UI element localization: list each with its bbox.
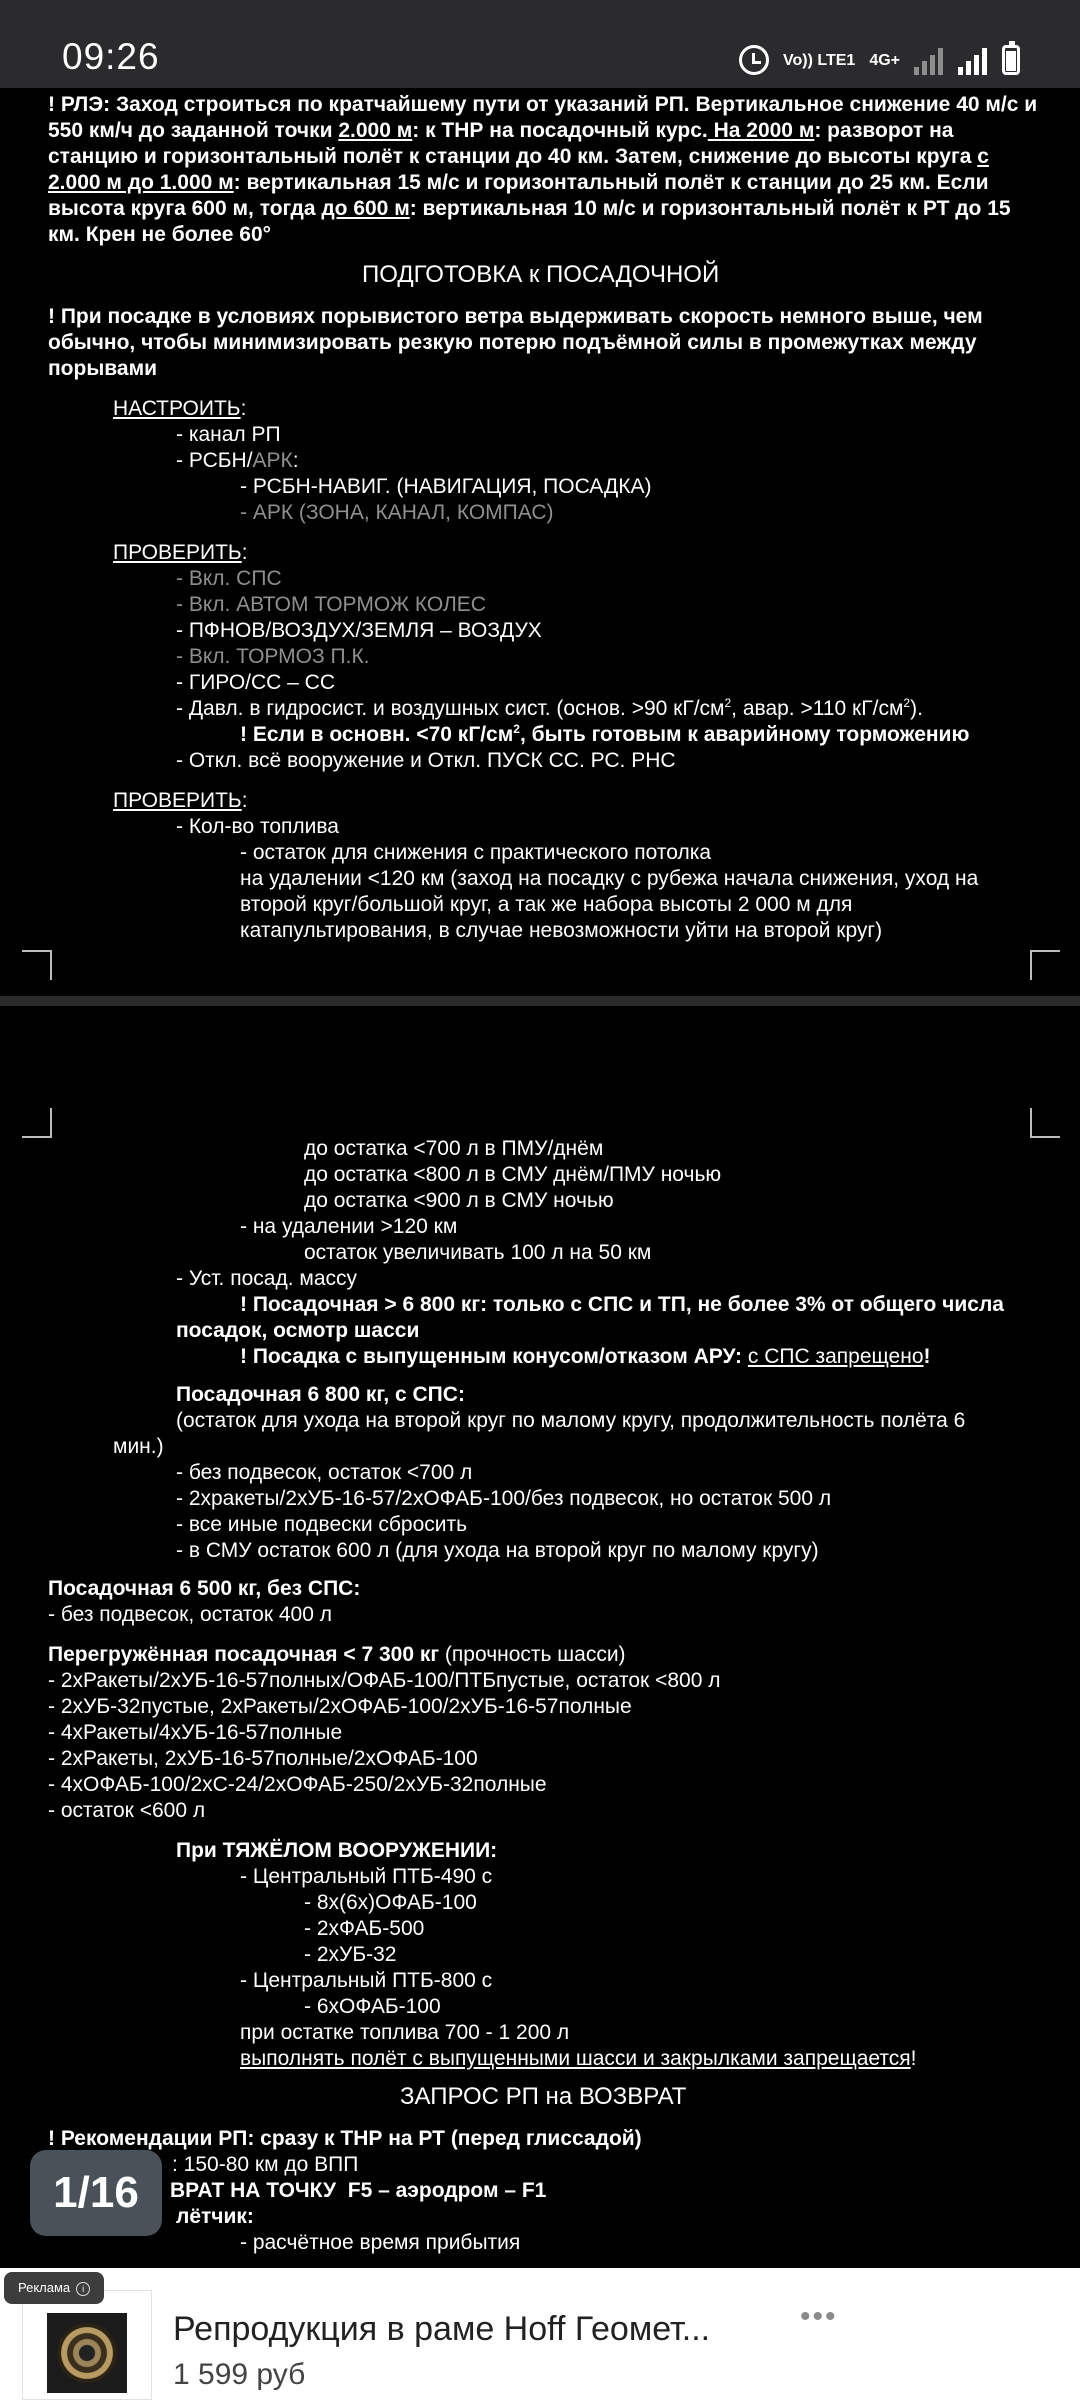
page-separator (0, 996, 1080, 1006)
text-line: - 2хРакеты/2хУБ-16-57полных/ОФАБ-100/ПТБпустые, остаток <800 л (48, 1669, 721, 1692)
text-line: - Вкл. ТОРМОЗ П.К. (176, 645, 370, 668)
text-span: - Давл. в гидросист. и воздушных сист. (основ. >90 кГ/см (176, 697, 725, 720)
text-line: - Вкл. СПС (176, 567, 282, 590)
status-bar (0, 0, 1080, 88)
text-line: катапультирования, в случае невозможности уйти на второй круг) (240, 919, 883, 942)
text-line: км. Крен не более 60° (48, 223, 272, 246)
text-span: (прочность шасси) (439, 1643, 626, 1666)
text-span: : к ТНР на посадочный курс. (412, 119, 708, 142)
ad-label[interactable] (4, 2272, 104, 2304)
text-span: ПРОВЕРИТЬ (113, 541, 242, 564)
text-line (240, 722, 969, 748)
text-line: посадок, осмотр шасси (176, 1319, 420, 1342)
text-span: с (977, 145, 989, 168)
text-span: 2.000 м до 1.000 м (48, 171, 234, 194)
status-icons (739, 40, 1020, 80)
text-line (48, 196, 1011, 222)
text-line: ! РЛЭ: Заход строиться по кратчайшему пути от указаний РП. Вертикальное снижение 40 м/с и (48, 93, 1038, 116)
page-corner-mark (1030, 950, 1060, 980)
text-line: - ГИРО/СС – СС (176, 671, 336, 694)
text-span: ! (923, 1345, 931, 1368)
text-line: Посадочная 6 800 кг, с СПС: (176, 1383, 465, 1406)
section-heading: ПОДГОТОВКА к ПОСАДОЧНОЙ (362, 261, 720, 288)
text-line: Посадочная 6 500 кг, без СПС: (48, 1577, 361, 1600)
text-span: 550 км/ч до заданной точки (48, 119, 339, 142)
text-line: - 2хФАБ-500 (304, 1917, 425, 1940)
text-line: - остаток <600 л (48, 1799, 206, 1822)
text-span: , быть готовым к аварийному торможению (519, 723, 970, 746)
text-span: станцию и горизонтальный полёт к станции до 40 км. Затем, снижение до высоты круга (48, 145, 978, 168)
text-line: - АРК (ЗОНА, КАНАЛ, КОМПАС) (240, 501, 554, 524)
text-line: - 2хУБ-32 (304, 1943, 397, 1966)
text-line: - 4хРакеты/4хУБ-16-57полные (48, 1721, 343, 1744)
section-heading: ЗАПРОС РП на ВОЗВРАТ (400, 2083, 687, 2110)
superscript: 2 (903, 696, 911, 710)
text-line: ПРОВЕРИТЬ: (113, 541, 248, 564)
text-line: При ТЯЖЁЛОМ ВООРУЖЕНИИ: (176, 1839, 498, 1862)
text-line: ВРАТ НА ТОЧКУ F5 – аэродром – F1 (170, 2179, 547, 2202)
text-span: ПРОВЕРИТЬ (113, 789, 242, 812)
text-span: : (292, 449, 299, 472)
text-line: - Вкл. АВТОМ ТОРМОЖ КОЛЕС (176, 593, 486, 616)
text-span: На 2000 м (707, 119, 815, 142)
text-line: - 2хУБ-32пустые, 2хРакеты/2хОФАБ-100/2хУБ-16-57полные (48, 1695, 632, 1718)
text-line: - Откл. всё вооружение и Откл. ПУСК СС. РС. РНС (176, 749, 676, 772)
text-line: - без подвесок, остаток <700 л (176, 1461, 473, 1484)
text-line (176, 448, 299, 474)
text-line: - 2хракеты/2хУБ-16-57/2хОФАБ-100/без подвесок, но остаток 500 л (176, 1487, 832, 1510)
text-line: до остатка <800 л в СМУ днём/ПМУ ночью (304, 1163, 722, 1186)
picture-frame-image (47, 2313, 127, 2393)
text-line: : 150-80 км до ВПП (172, 2153, 359, 2176)
text-line: ! Рекомендации РП: сразу к ТНР на РТ (перед глиссадой) (48, 2127, 642, 2150)
text-span: выполнять полёт с выпущенными шасси и закрылками запрещается (240, 2047, 911, 2070)
text-line: при остатке топлива 700 - 1 200 л (240, 2021, 570, 2044)
text-line: - 4хОФАБ-100/2хС-24/2хОФАБ-250/2хУБ-32полные (48, 1773, 547, 1796)
text-line (176, 696, 923, 722)
text-line: - Центральный ПТБ-800 с (240, 1969, 493, 1992)
text-span: НАСТРОИТЬ (113, 397, 241, 420)
battery-icon (1002, 45, 1020, 75)
text-span: ! Посадка с выпущенным конусом/отказом АРУ: (240, 1345, 748, 1368)
text-line (48, 118, 953, 144)
text-line: - в СМУ остаток 600 л (для ухода на второй круг по малому кругу) (176, 1539, 819, 1562)
text-span: до 600 м (321, 197, 410, 220)
text-span: - РСБН/ (176, 449, 253, 472)
page-corner-mark (1030, 1108, 1060, 1138)
text-span: АРК (252, 449, 293, 472)
text-span: ! Если в основн. <70 кГ/см (240, 723, 514, 746)
more-options-icon[interactable]: ••• (800, 2300, 838, 2333)
text-line: до остатка <900 л в СМУ ночью (304, 1189, 614, 1212)
text-line: остаток увеличивать 100 л на 50 км (304, 1241, 652, 1264)
text-line (48, 144, 989, 170)
text-line: до остатка <700 л в ПМУ/днём (304, 1137, 604, 1160)
text-line: - 8х(6х)ОФАБ-100 (304, 1891, 477, 1914)
text-span: с СПС запрещено (747, 1345, 924, 1368)
text-line: - ПФНОВ/ВОЗДУХ/ЗЕМЛЯ – ВОЗДУХ (176, 619, 542, 642)
text-line: - Кол-во топлива (176, 815, 339, 838)
text-line: - Центральный ПТБ-490 с (240, 1865, 493, 1888)
text-span: , авар. >110 кГ/см (731, 697, 904, 720)
network-label-1: Vo)) LTE1 (783, 51, 856, 69)
text-line: мин.) (113, 1435, 164, 1458)
text-line: - на удалении >120 км (240, 1215, 458, 1238)
ad-price: 1 599 руб (173, 2358, 306, 2391)
text-line: - канал РП (176, 423, 281, 446)
text-line: (остаток для ухода на второй круг по малому кругу, продолжительность полёта 6 (176, 1409, 966, 1432)
alarm-icon (739, 45, 769, 75)
text-span: : вертикальная 15 м/с и горизонтальный полёт к станции до 25 км. Если (233, 171, 989, 194)
text-span: : вертикальная 10 м/с и горизонтальный полёт к РТ до 15 (409, 197, 1011, 220)
network-label-2: 4G+ (869, 51, 900, 69)
text-line: - все иные подвески сбросить (176, 1513, 468, 1536)
ad-label-text: Реклама (18, 2280, 71, 2295)
text-line: НАСТРОИТЬ: (113, 397, 247, 420)
text-line: ! При посадке в условиях порывистого ветра выдерживать скорость немного выше, чем (48, 305, 983, 328)
text-line (48, 1642, 626, 1668)
superscript: 2 (513, 722, 520, 736)
text-span: Перегружённая посадочная < 7 300 кг (48, 1643, 440, 1666)
signal-icon (914, 45, 944, 75)
text-line: на удалении <120 км (заход на посадку с рубежа начала снижения, уход на (240, 867, 979, 890)
superscript: 2 (724, 696, 732, 710)
text-line: - расчётное время прибытия (240, 2231, 521, 2254)
text-span: высота круга 600 м, тогда (48, 197, 322, 220)
text-line: лётчик: (176, 2205, 254, 2228)
text-line: ПРОВЕРИТЬ: (113, 789, 248, 812)
text-line: ! Посадочная > 6 800 кг: только с СПС и ТП, не более 3% от общего числа (240, 1293, 1004, 1316)
text-line: - 2хРакеты, 2хУБ-16-57полные/2хОФАБ-100 (48, 1747, 478, 1770)
ad-thumbnail[interactable] (22, 2290, 152, 2400)
info-icon: i (76, 2282, 90, 2296)
page-corner-mark (22, 950, 52, 980)
text-span: 2.000 м (338, 119, 413, 142)
text-line: обычно, чтобы минимизировать резкую потерю подъёмной силы в промежутках между (48, 331, 977, 354)
text-line: - 6хОФАБ-100 (304, 1995, 441, 2018)
text-line (240, 1344, 931, 1370)
page-corner-mark (22, 1108, 52, 1138)
text-line: порывами (48, 357, 158, 380)
text-line: второй круг/большой круг, а так же набора высоты 2 000 м для (240, 893, 853, 916)
text-line: - без подвесок, остаток 400 л (48, 1603, 333, 1626)
text-line (48, 170, 989, 196)
text-span: ! (910, 2047, 917, 2070)
text-span: : разворот на (814, 119, 954, 142)
text-span: ). (910, 697, 923, 720)
text-line: - Уст. посад. массу (176, 1267, 357, 1290)
text-line: - РСБН-НАВИГ. (НАВИГАЦИЯ, ПОСАДКА) (240, 475, 652, 498)
page-counter[interactable]: 1/16 (30, 2150, 162, 2236)
text-line: - остаток для снижения с практического потолка (240, 841, 712, 864)
ad-title[interactable]: Репродукция в раме Hoff Геомет... (173, 2310, 711, 2348)
clock: 09:26 (62, 36, 160, 77)
text-line (240, 2046, 916, 2072)
signal-icon (958, 45, 988, 75)
